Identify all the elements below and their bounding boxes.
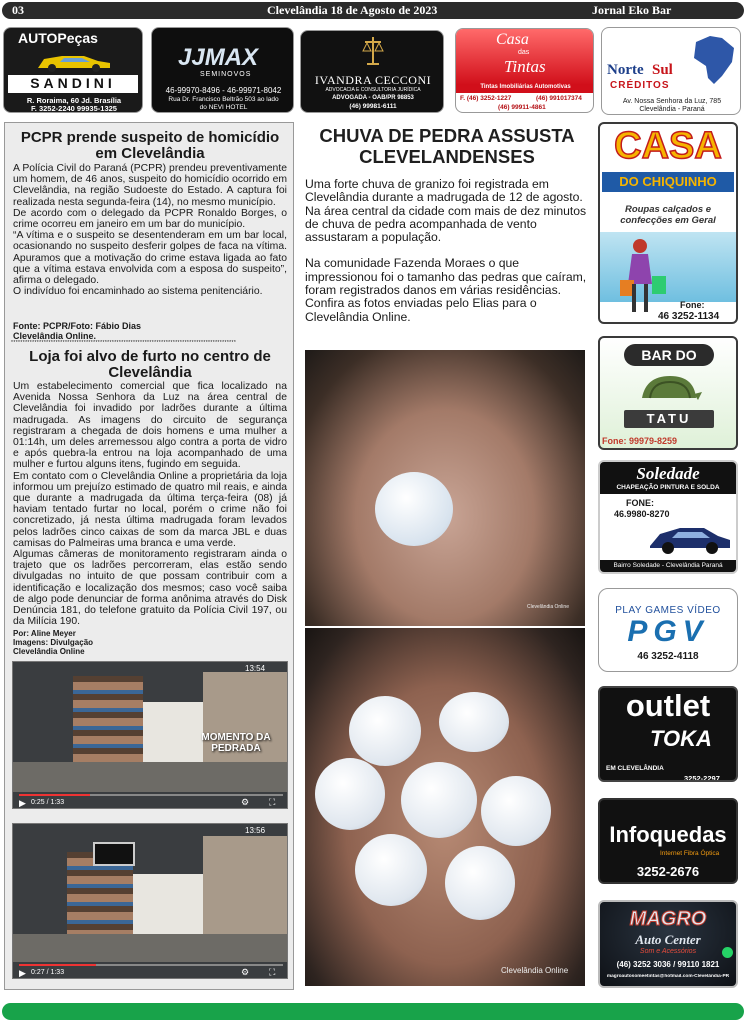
- scales-icon: [361, 35, 385, 67]
- cctv2-wall: [203, 836, 288, 934]
- ad-nortesul[interactable]: [601, 27, 741, 115]
- article3-body: [305, 178, 590, 324]
- cctv-video-2[interactable]: [12, 823, 288, 979]
- ad-soledade-phone: 46.9980-8270: [614, 509, 670, 519]
- ad-outlet-city: EM CLEVELÂNDIA: [606, 765, 664, 772]
- ad-soledade-sub: CHAPEAÇÃO PINTURA E SOLDA: [616, 484, 720, 491]
- cctv1-time: 0:25 / 1:33: [31, 799, 65, 806]
- article1-p4: O indivíduo foi encaminhado ao sistema penitenciário.: [13, 286, 263, 298]
- ad-infoquedas-name: Infoquedas: [609, 822, 727, 847]
- cctv1-progress: [19, 794, 283, 796]
- ad-nortesul-address: Av. Nossa Senhora da Luz, 785: [622, 98, 722, 105]
- ad-casa-tintas-phone1: F. (46) 3252-1227: [460, 95, 512, 102]
- ad-pgv-logo: PGV: [627, 615, 709, 648]
- ad-nortesul-name2: Sul: [652, 62, 673, 78]
- play-icon[interactable]: ▶: [19, 968, 26, 978]
- settings-icon[interactable]: ⚙: [241, 967, 250, 977]
- article2-title: Loja foi alvo de furto no centro de Clevelândia: [29, 348, 271, 381]
- ad-casa-tintas-phone2: (46) 991017374: [536, 95, 582, 102]
- ad-casa-tintas-sub: Tintas Imobiliárias Automotivas: [456, 84, 594, 93]
- ad-casa-tintas-phone3: (46) 99911-4861: [498, 104, 546, 111]
- whatsapp-icon: [722, 947, 733, 958]
- ad-autopecas-address: R. Roraima, 60 Jd. Brasília: [26, 96, 122, 105]
- ad-soledade-address: Bairro Soledade - Clevelândia Paraná: [613, 562, 723, 569]
- ad-casa-phone: 46 3252-1134: [658, 311, 720, 322]
- ad-nortesul-name1: Norte: [607, 62, 644, 78]
- ad-casa-tintas-line2: das: [518, 49, 530, 56]
- ad-infoquedas-phone: 3252-2676: [636, 864, 700, 879]
- ad-ivandra-phone: (46) 99981-6111: [349, 103, 397, 110]
- cctv2-tv: [93, 842, 135, 866]
- cctv-video-1[interactable]: [12, 661, 288, 809]
- ad-jjmax-sub: SEMINOVOS: [200, 71, 252, 78]
- footer-bar: [2, 1003, 744, 1020]
- article3-p1: Uma forte chuva de granizo foi registrada em Clevelândia durante a madrugada de 12 de agosto. Na área central da cidade com mais de dez minutos de chuva de pedra acompanhada de vento assustaram a população.: [305, 177, 587, 245]
- hail-photo-2-caption: Clevelândia Online: [501, 966, 569, 975]
- ad-outlet-toka[interactable]: [598, 686, 738, 782]
- car-icon: [646, 520, 732, 556]
- hailstone: [439, 692, 509, 752]
- article1-title: PCPR prende suspeito de homicídio em Clevelândia: [20, 129, 280, 162]
- ad-ivandra-sub: ADVOCACIA E CONSULTORIA JURÍDICA: [325, 87, 421, 93]
- ad-pgv[interactable]: [598, 588, 738, 672]
- article1-source: Fonte: PCPR/Foto: Fábio Dias: [13, 321, 141, 331]
- ad-jjmax-address: Rua Dr. Francisco Beltrão 503 ao lado: [168, 96, 279, 103]
- ad-outlet-phone: 3252-2297: [684, 774, 720, 782]
- hail-photo-1: [305, 350, 585, 626]
- ad-nortesul-sub: CRÉDITOS: [610, 80, 670, 91]
- article1-p1: A Polícia Civil do Paraná (PCPR) prendeu preventivamente um homem, de 46 anos, suspeito do homicídio ocorrido em Clevelândia, na região Sudoeste do Estado. A captura foi realizada nesta segunda-feira (14), no mesmo município.: [13, 163, 287, 208]
- cctv1-label: MOMENTO DA PEDRADA: [201, 732, 271, 754]
- ad-infoquedas[interactable]: [598, 798, 738, 884]
- hail-photo-1-caption: Clevelândia Online: [527, 604, 569, 610]
- ad-magro-auto-center[interactable]: [598, 900, 738, 988]
- ad-casa-line1: CASA: [614, 125, 722, 167]
- ad-casa-chiquinho[interactable]: [598, 122, 738, 324]
- ad-bar-line2: TATU: [624, 410, 714, 428]
- ad-casa-tintas-line3: Tintas: [504, 57, 546, 76]
- ad-soledade[interactable]: [598, 460, 738, 574]
- ad-casa-phone-label: Fone:: [680, 300, 705, 310]
- ad-magro-email: magroautosomeetintas@hotmail.com-Clevelândia-PR: [606, 974, 730, 979]
- car-graphic: [34, 50, 114, 72]
- ad-ivandra[interactable]: [300, 30, 444, 113]
- article1-p3: “A vítima e o suspeito se desentenderam em um bar local, ocasionando no suspeito desferir golpes de faca na vítima. Apuramos que a motivação do crime estava ligada ao fato que a vítima estava envolvida com a esposa do suspeito”, afirma o delegado.: [13, 230, 287, 287]
- ad-autopecas-phone: F. 3252-2240 99935-1325: [31, 104, 117, 113]
- header-bar: [2, 2, 744, 19]
- article3-p2: Na comunidade Fazenda Moraes o que impressionou foi o tamanho das pedras que caíram, foram registrados danos em várias residências. Confira as fotos enviadas pelo Elias para o Clevelândia Online.: [305, 256, 587, 324]
- ad-outlet-line1: outlet: [625, 688, 711, 723]
- city-date: Clevelândia 18 de Agosto de 2023: [267, 3, 438, 17]
- article2-p2: Em contato com o Clevelândia Online a proprietária da loja informou um prejuízo estimado de quatro mil reais, e ainda que durante a madrugada da última terça-feira (08) já haviam tentado furtar no local, porém o crime não foi concretizado, já nesta última madrugada foram levados pelos ladrões cinco caixas de som da marca JBL e duas camisas do Palmeiras uma branca e uma verde.: [13, 470, 287, 549]
- hailstone: [315, 758, 385, 830]
- ad-jjmax-phones: 46-99970-8496 - 46-99971-8042: [165, 86, 282, 95]
- ad-ivandra-oab: ADVOGADA - OAB/PR 98853: [332, 95, 414, 101]
- article2-author: Por: Aline Meyer: [13, 629, 76, 638]
- ad-bar-phone: Fone: 99979-8259: [602, 436, 678, 446]
- article2-source: Clevelândia Online: [13, 647, 85, 656]
- ad-infoquedas-sub: Internet Fibra Óptica: [660, 850, 720, 857]
- ad-outlet-line2: TOKA: [650, 726, 712, 751]
- page-number: 03: [12, 3, 24, 17]
- article2-p1: Um estabelecimento comercial que fica localizado na Avenida Nossa Senhora da Luz na área central de Clevelândia foi invadido por ladrões durante a última madrugada. As imagens do circuito de segurança registraram a chegada de dois homens e uma mulher a 01:14h, um deles arremessou algo contra a porta de vidro e após quebra-la entrou na loja acompanhado de uma mulher e furtou alguns itens, fugindo em seguida.: [13, 381, 287, 471]
- fullscreen-icon[interactable]: ⛶: [269, 967, 276, 977]
- ad-jjmax[interactable]: [151, 27, 294, 113]
- cctv2-time: 0:27 / 1:33: [31, 969, 65, 976]
- ad-magro-phone: (46) 3252 3036 / 99110 1821: [616, 960, 720, 969]
- cctv1-timestamp: 13:54: [245, 664, 266, 673]
- ad-pgv-phone: 46 3252-4118: [637, 651, 699, 662]
- cctv2-progress: [19, 964, 283, 966]
- left-column: [4, 122, 294, 990]
- ad-casa-line2: DO CHIQUINHO: [602, 172, 734, 192]
- article-divider: ************************************************************************************************: [11, 340, 237, 346]
- ad-casa-tintas[interactable]: [455, 28, 594, 113]
- ad-magro-name: MAGRO: [629, 908, 707, 930]
- play-icon[interactable]: ▶: [19, 798, 26, 808]
- ad-ivandra-name: IVANDRA CECCONI: [314, 73, 432, 87]
- ad-casa-sub: Roupas calçados e confecções em Geral: [620, 204, 716, 226]
- article2-images: Imagens: Divulgação: [13, 638, 94, 647]
- cctv2-timestamp: 13:56: [245, 826, 266, 835]
- settings-icon[interactable]: ⚙: [241, 797, 250, 807]
- ad-nortesul-city: Clevelândia - Paraná: [639, 106, 705, 113]
- ad-magro-sub: Auto Center: [635, 932, 701, 947]
- armadillo-icon: [636, 370, 702, 406]
- ad-pgv-name: PLAY GAMES VÍDEO: [615, 605, 721, 616]
- ad-autopecas[interactable]: [3, 27, 143, 113]
- hailstone: [375, 472, 453, 546]
- article2-p3: Algumas câmeras de monitoramento registraram ainda o trajeto que os ladrões percorreram, elas estão sendo divulgadas no intuito de que possam contribuir com a identificação e localização dos mesmos; caso você saiba de algo pode denunciar de forma anônima através do Disk Denúncia 181, do telefone gratuito da Polícia Civil 197, ou da Milícia 190.: [13, 549, 287, 628]
- article1-p2: De acordo com o delegado da PCPR Ronaldo Borges, o crime ocorreu em janeiro em um bar do município.: [13, 207, 287, 231]
- fullscreen-icon[interactable]: ⛶: [269, 797, 276, 807]
- ad-autopecas-brand: AUTOPeças: [18, 30, 98, 46]
- newspaper-name: Jornal Eko Bar: [592, 3, 672, 17]
- ad-jjmax-address2: do NEVI HOTEL: [199, 104, 248, 111]
- article1-source2: Clevelândia Online.: [13, 331, 97, 341]
- brazil-map: [688, 32, 738, 88]
- ad-bar-line1: BAR DO: [624, 344, 714, 366]
- hailstone: [401, 762, 477, 838]
- ad-autopecas-name: SANDINI: [8, 75, 138, 93]
- ad-jjmax-brand: JJMAX: [178, 44, 259, 71]
- hailstone: [355, 834, 427, 906]
- shopping-woman-icon: [618, 236, 668, 316]
- cctv1-floor: [13, 762, 288, 792]
- article2-body: [13, 381, 287, 627]
- cctv2-floor: [13, 934, 288, 962]
- article1-body: [13, 163, 287, 297]
- hailstone: [445, 846, 515, 920]
- ad-soledade-name: Soledade: [636, 464, 700, 483]
- hail-photo-2: [305, 628, 585, 986]
- hailstone: [349, 696, 421, 766]
- ad-bar-tatu[interactable]: [598, 336, 738, 450]
- ad-soledade-phone-label: FONE:: [626, 498, 654, 508]
- hailstone: [481, 776, 551, 846]
- article3-title: CHUVA DE PEDRA ASSUSTA CLEVELANDENSES: [319, 125, 575, 167]
- ad-casa-tintas-line1: Casa: [496, 31, 529, 48]
- ad-magro-sub2: Som e Acessórios: [639, 948, 697, 955]
